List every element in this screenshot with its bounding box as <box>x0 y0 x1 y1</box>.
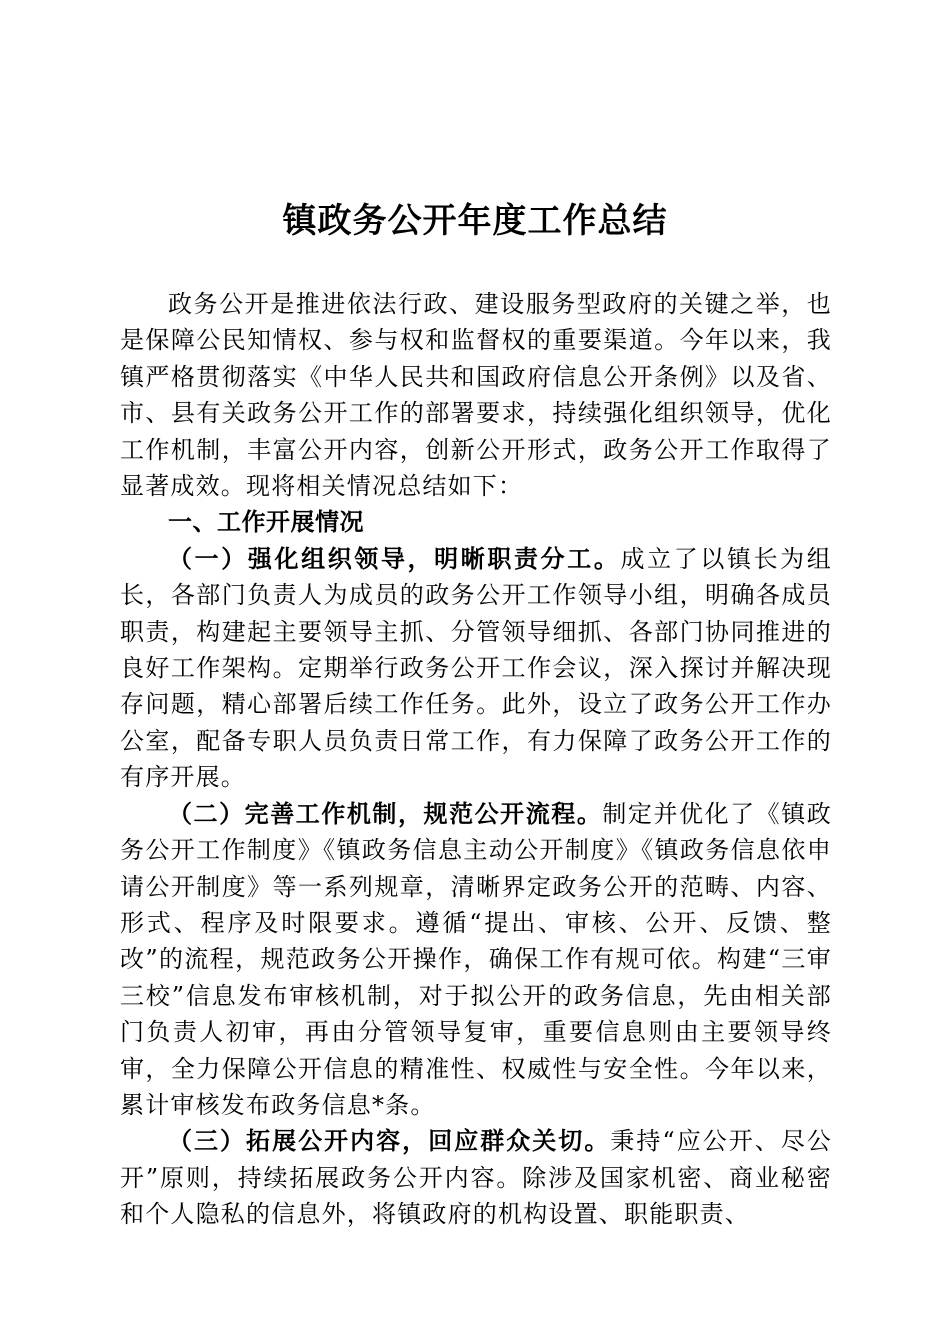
item-paragraph-1 <box>120 541 832 796</box>
document-body <box>120 286 832 1233</box>
document-title: 镇政务公开年度工作总结 <box>282 201 668 241</box>
item-text-1: 成立了以镇长为组长，各部门负责人为成员的政务公开工作领导小组，明确各成员职责，构建起主要领导主抓、分管领导细抓、各部门协同推进的良好工作架构。定期举行政务公开工作会议，深入探讨并解决现存问题，精心部署后续工作任务。此外，设立了政务公开工作办公室，配备专职人员负责日常工作，有力保障了政务公开工作的有序开展。 <box>120 544 832 792</box>
item-paragraph-3 <box>120 1123 832 1232</box>
item-lead-1: （一）强化组织领导，明晰职责分工。 <box>168 543 621 573</box>
item-text-3: 秉持“应公开、尽公开”原则，持续拓展政务公开内容。除涉及国家机密、商业秘密和个人隐私的信息外，将镇政府的机构设置、职能职责、 <box>120 1127 832 1229</box>
intro-paragraph: 政务公开是推进依法行政、建设服务型政府的关键之举，也是保障公民知情权、参与权和监督权的重要渠道。今年以来，我镇严格贯彻落实《中华人民共和国政府信息公开条例》以及省、市、县有关政务公开工作的部署要求，持续强化组织领导，优化工作机制，丰富公开内容，创新公开形式，政务公开工作取得了显著成效。现将相关情况总结如下： <box>120 290 832 501</box>
section-heading: 一、工作开展情况 <box>168 508 364 537</box>
item-paragraph-2 <box>120 796 832 1124</box>
item-text-2: 制定并优化了《镇政务公开工作制度》《镇政务信息主动公开制度》《镇政务信息依申请公开制度》等一系列规章，清晰界定政务公开的范畴、内容、形式、程序及时限要求。遵循“提出、审核、公开、反馈、整改”的流程，规范政务公开操作，确保工作有规可依。构建“三审三校”信息发布审核机制，对于拟公开的政务信息，先由相关部门负责人初审，再由分管领导复审，重要信息则由主要领导终审，全力保障公开信息的精准性、权威性与安全性。今年以来，累计审核发布政务信息*条。 <box>120 799 832 1119</box>
item-lead-3: （三）拓展公开内容，回应群众关切。 <box>168 1126 611 1156</box>
item-lead-2: （二）完善工作机制，规范公开流程。 <box>168 798 603 828</box>
